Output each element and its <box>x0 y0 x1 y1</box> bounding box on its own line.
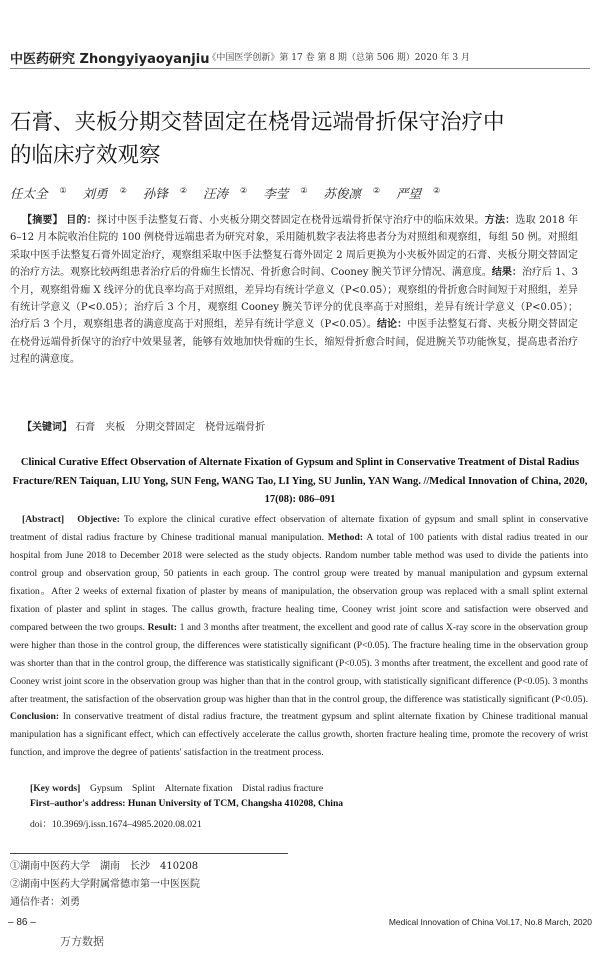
footer-journal-info: Medical Innovation of China Vol.17, No.8 March, 2020 <box>388 917 592 927</box>
article-title: 石膏、夹板分期交替固定在桡骨远端骨折保守治疗中的临床疗效观察 <box>10 110 505 168</box>
author-list <box>10 184 452 202</box>
page-number: – 86 – <box>8 917 36 928</box>
en-abstract-label: [Abstract] <box>22 514 65 525</box>
results-label: 结果： <box>491 267 522 279</box>
keywords-label: 【关键词】 <box>22 422 72 433</box>
conclusion-text: 中医手法整复石膏、夹板分期交替固定在桡骨远端骨折保守的治疗中效果显著，能够有效地加快骨痂的生长，缩短骨折愈合时间，促进腕关节功能恢复，提高患者治疗过程的满意度。 <box>10 319 579 366</box>
doi: doi：10.3969/j.issn.1674–4985.2020.08.021 <box>30 819 202 830</box>
issue-info: 《中国医学创新》第 17 卷 第 8 期（总第 506 期）2020 年 3 月 <box>207 53 470 63</box>
footnote: ①湖南中医药大学 湖南 长沙 410208 <box>10 861 199 872</box>
footnote: 通信作者：刘勇 <box>10 897 80 908</box>
en-keywords-label: [Key words] <box>30 783 81 794</box>
journal-section-name: 中医药研究 Zhongyiyaoyanjiu <box>10 52 210 67</box>
en-result-text: 1 and 3 months after treatment, the excellent and good rate of callus X-ray score in the observation group were higher than those in the control group, the differences were statistically significant (P<0.05). The fracture healing time in the observation group was shorter than that in the control group, the difference was statistically significant (P<0.05). 3 months after treatment, the excellent and good rate of Cooney wrist joint score in the observation group was higher than that in the control group, with statistically significant difference (P<0.05). 3 months after treatment, the satisfaction of the observation group was higher than that in the control group, the difference was statistically significant (P<0.05). <box>10 621 588 705</box>
chinese-abstract <box>10 212 578 369</box>
en-method-label: Method: <box>327 531 364 543</box>
methods-text: 选取 2018 年 6–12 月本院收治住院的 100 例桡骨远端患者为研究对象，采用随机数字表法将患者分为对照组和观察组，每组 50 例。对照组采取中医手法整复石膏外固定治疗，观察组采取中医手法整复石膏外固定 2 周后更换为小夹板外固定的石膏、夹板分期交替固定的治疗方法。观察比较两组患者治疗后的骨痂生长情况、骨折愈合时间、Cooney 腕关节评分情况、满意度。 <box>10 215 579 279</box>
author: 孙锋 ② <box>142 185 188 201</box>
en-conclusion-label: Conclusion: <box>10 711 60 723</box>
author: 任太全 ① <box>10 185 67 201</box>
english-title-citation: Clinical Curative Effect Observation of Alternate Fixation of Gypsum and Splint in Conservative Treatment of Distal Radius Fracture/REN Taiquan, LIU Yong, SUN Feng, WANG Tao, LI Ying, SU Junlin, YAN Wang. //Medical Innovation of China, 2020, 17(08): 086–091 <box>12 457 588 505</box>
abstract-label: 【摘要】 <box>22 215 63 226</box>
conclusion-label: 结论： <box>376 319 408 331</box>
author: 汪涛 ② <box>203 185 248 201</box>
header-divider <box>10 68 590 69</box>
footnotes <box>10 858 200 912</box>
keywords-text: 石膏 夹板 分期交替固定 桡骨远端骨折 <box>75 422 266 433</box>
author: 李莹 ② <box>263 185 308 201</box>
page-header <box>10 46 590 68</box>
author: 严望 ② <box>396 185 441 201</box>
en-objective-label: Objective: <box>77 514 120 525</box>
first-author-address: First–author's address: Hunan University of TCM, Changsha 410208, China <box>30 798 344 809</box>
results-text: 治疗后 1、3 个月，观察组骨痂 X 线评分的优良率均高于对照组，差异均有统计学意义（P<0.05）；观察组的骨折愈合时间短于对照组，差异有统计学意义（P<0.05）；治疗后 3 个月，观察组 Cooney 腕关节评分的优良率高于对照组，差异有统计学意义（P<0.05）；治疗后 3 个月，观察组患者的满意度高于对照组，差异有统计学意义（P<0.05）。 <box>10 267 579 331</box>
en-result-label: Result: <box>147 621 177 633</box>
author: 苏俊凛 ② <box>323 185 381 201</box>
en-method-text: A total of 100 patients with distal radius treated in our hospital from June 2018 to December 2018 were selected as the study objects. Random number table method was used to divide the patients into control group and observation group, 50 patients in each group. The control group were treated by manual manipulation and gypsum external fixation。After 2 weeks of external fixation of plaster by means of manipulation, the observation group was replaced with a small splint external fixation of plaster and splint in stages. The callus growth, fracture healing time, Cooney wrist joint score and satisfaction were observed and compared between the two groups. <box>10 531 589 633</box>
objective-label: 目的： <box>66 215 97 226</box>
author: 刘勇 ② <box>82 185 127 201</box>
english-keywords <box>30 780 323 794</box>
en-conclusion-text: In conservative treatment of distal radius fracture, the treatment gypsum and splint alternate fixation by Chinese traditional manual manipulation has a significant effect, which can effectively accelerate the callus growth, shorten fracture healing time, promote the recovery of wrist function, and improve the degree of patients' satisfaction in the treatment process. <box>10 711 588 759</box>
en-objective-text: To explore the clinical curative effect observation of alternate fixation of gypsum and small splint in conservative treatment of distal radius fracture by Chinese traditional manual manipulation. <box>10 514 588 543</box>
objective-text: 探讨中医手法整复石膏、小夹板分期交替固定在桡骨远端骨折保守治疗中的临床效果。 <box>96 215 485 226</box>
en-keywords-text: Gypsum Splint Alternate fixation Distal radius fracture <box>89 783 324 794</box>
methods-label: 方法： <box>484 215 516 226</box>
english-abstract <box>10 511 588 762</box>
footnote: ②湖南中医药大学附属常德市第一中医医院 <box>10 879 200 890</box>
chinese-keywords <box>22 418 265 433</box>
footnote-divider <box>10 853 288 854</box>
watermark: 万方数据 <box>60 935 104 948</box>
